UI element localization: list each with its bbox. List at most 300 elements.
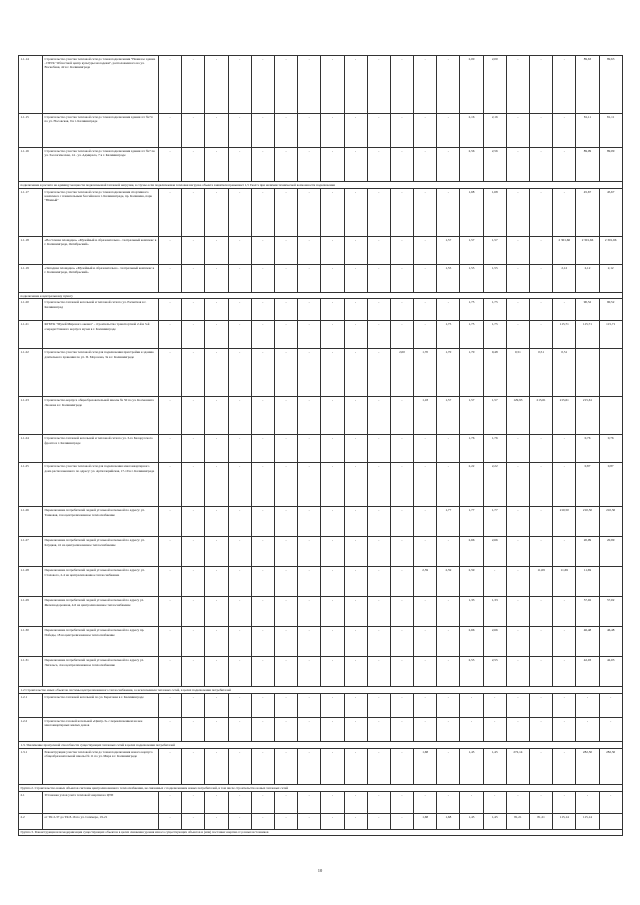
value-cell: -: [390, 567, 413, 597]
value-cell: -: [414, 188, 437, 236]
section-row: [19, 742, 623, 749]
value-cell: -: [251, 349, 274, 397]
value-cell: -: [530, 463, 553, 507]
value-cell: 0,48: [483, 349, 506, 397]
value-cell: -: [530, 507, 553, 537]
value-cell: 11,69: [576, 567, 599, 597]
value-cell: -: [344, 627, 367, 657]
row-number: 1.1.29: [19, 597, 43, 627]
value-cell: -: [390, 748, 413, 784]
row-number: 2.1: [19, 791, 43, 813]
value-cell: 1,57: [437, 236, 460, 264]
value-cell: -: [321, 236, 344, 264]
value-cell: 1,45: [483, 813, 506, 829]
value-cell: -: [530, 597, 553, 627]
value-cell: 1,57: [483, 236, 506, 264]
value-cell: 1,57: [483, 397, 506, 435]
row-number: 1.1.26: [19, 507, 43, 537]
value-cell: -: [159, 597, 182, 627]
row-number: 1.2.1: [19, 694, 43, 718]
value-cell: 2 301,66: [553, 236, 576, 264]
value-cell: -: [414, 299, 437, 321]
table-row: [19, 813, 623, 829]
value-cell: -: [205, 507, 228, 537]
value-cell: 1,18: [414, 397, 437, 435]
table-row: [19, 435, 623, 463]
value-cell: -: [159, 718, 182, 742]
value-cell: -: [576, 791, 599, 813]
value-cell: -: [298, 567, 321, 597]
object-name: Установка узлов учета тепловой энергии на ЦТП: [43, 791, 159, 813]
table-row: [19, 537, 623, 567]
value-cell: 2,56: [483, 148, 506, 182]
value-cell: -: [159, 349, 182, 397]
value-cell: -: [298, 537, 321, 567]
value-cell: -: [182, 463, 205, 507]
value-cell: -: [321, 148, 344, 182]
value-cell: 115,71: [553, 321, 576, 349]
value-cell: -: [506, 463, 529, 507]
value-cell: 1,75: [460, 299, 483, 321]
value-cell: -: [367, 397, 390, 435]
value-cell: -: [228, 435, 251, 463]
object-name: «Западная площадка» «Музейный и образовательно - театральный комплекс в г. Калининграде, Октябрьский»: [43, 264, 159, 292]
table-row: [19, 657, 623, 687]
value-cell: -: [298, 114, 321, 148]
value-cell: -: [553, 435, 576, 463]
row-number: 1.1.17: [19, 188, 43, 236]
value-cell: -: [553, 56, 576, 114]
value-cell: -: [344, 349, 367, 397]
table-row: [19, 114, 623, 148]
value-cell: -: [506, 718, 529, 742]
value-cell: 1,70: [414, 349, 437, 397]
value-cell: -: [321, 299, 344, 321]
value-cell: 1,33: [483, 597, 506, 627]
value-cell: -: [228, 236, 251, 264]
value-cell: -: [159, 56, 182, 114]
value-cell: -: [321, 507, 344, 537]
value-cell: -: [367, 813, 390, 829]
value-cell: -: [506, 597, 529, 627]
value-cell: 89,09: [576, 148, 599, 182]
value-cell: 11,69: [553, 567, 576, 597]
value-cell: 81,21: [506, 813, 529, 829]
value-cell: -: [228, 507, 251, 537]
value-cell: 129,93: [506, 397, 529, 435]
table-row: [19, 718, 623, 742]
value-cell: -: [460, 718, 483, 742]
value-cell: -: [344, 148, 367, 182]
value-cell: [599, 349, 622, 397]
value-cell: -: [321, 567, 344, 597]
value-cell: -: [530, 299, 553, 321]
value-cell: -: [344, 537, 367, 567]
value-cell: -: [274, 567, 297, 597]
section-heading: 1.2 Строительство иных объектов системы централизованного теплоснабжения, за исключением тепловых сетей, в целях подключения потребителей: [19, 687, 623, 694]
value-cell: 0,51: [506, 349, 529, 397]
value-cell: -: [182, 56, 205, 114]
value-cell: -: [390, 791, 413, 813]
value-cell: -: [437, 463, 460, 507]
value-cell: -: [159, 463, 182, 507]
value-cell: -: [298, 236, 321, 264]
value-cell: -: [344, 114, 367, 148]
value-cell: -: [483, 718, 506, 742]
value-cell: -: [390, 627, 413, 657]
object-name: от ТК 2-37 до ТК 8-16 по ул. Соммера, 19-21: [43, 813, 159, 829]
value-cell: -: [182, 597, 205, 627]
value-cell: 1,57: [437, 397, 460, 435]
value-cell: -: [205, 627, 228, 657]
object-name: ФГБУК "Музей Мирового океана" - строительство транспортной 2-й и 3-й очереди Главного корпуса музея в г. Калининграде: [43, 321, 159, 349]
value-cell: -: [205, 791, 228, 813]
value-cell: 2 301,66: [576, 236, 599, 264]
value-cell: -: [182, 114, 205, 148]
value-cell: 11,69: [530, 567, 553, 597]
value-cell: -: [344, 321, 367, 349]
section-heading: Группа 2. Строительство новых объектов системы централизованного теплоснабжения, не связанных с подключением новых потребителей, в том числе строительство новых тепловых сетей: [19, 784, 623, 791]
value-cell: 115,14: [576, 813, 599, 829]
row-number: 1.2.2: [19, 718, 43, 742]
row-number: 1.1.30: [19, 627, 43, 657]
value-cell: -: [506, 507, 529, 537]
value-cell: -: [321, 748, 344, 784]
value-cell: -: [251, 597, 274, 627]
value-cell: -: [228, 694, 251, 718]
value-cell: -: [159, 657, 182, 687]
value-cell: 1,75: [483, 321, 506, 349]
value-cell: 89,63: [599, 56, 622, 114]
value-cell: -: [553, 148, 576, 182]
value-cell: -: [530, 236, 553, 264]
table-row: [19, 264, 623, 292]
value-cell: 46,48: [599, 627, 622, 657]
value-cell: -: [367, 299, 390, 321]
value-cell: -: [553, 657, 576, 687]
value-cell: -: [530, 748, 553, 784]
value-cell: -: [390, 236, 413, 264]
value-cell: -: [298, 748, 321, 784]
value-cell: -: [390, 597, 413, 627]
object-name: Строительство тепловой котельной по ул. Береговая в г. Калининграде: [43, 694, 159, 718]
value-cell: -: [182, 718, 205, 742]
value-cell: -: [228, 791, 251, 813]
value-cell: -: [298, 507, 321, 537]
section-row: [19, 784, 623, 791]
value-cell: -: [506, 694, 529, 718]
value-cell: [576, 349, 599, 397]
value-cell: -: [298, 627, 321, 657]
value-cell: -: [530, 188, 553, 236]
value-cell: -: [553, 748, 576, 784]
value-cell: -: [228, 627, 251, 657]
value-cell: -: [553, 791, 576, 813]
value-cell: -: [344, 748, 367, 784]
value-cell: -: [506, 537, 529, 567]
value-cell: -: [321, 597, 344, 627]
value-cell: -: [182, 321, 205, 349]
value-cell: -: [298, 694, 321, 718]
value-cell: 2,59: [414, 567, 437, 597]
value-cell: 1,68: [414, 813, 437, 829]
value-cell: -: [367, 56, 390, 114]
value-cell: 20,99: [599, 537, 622, 567]
value-cell: -: [414, 791, 437, 813]
value-cell: 45,67: [576, 188, 599, 236]
object-name: Строительство тепловой котельной и тепловой сети по ул. 3-го Белорусского фронта в г. Калининграде: [43, 435, 159, 463]
value-cell: -: [228, 188, 251, 236]
value-cell: -: [274, 435, 297, 463]
value-cell: 2,22: [460, 463, 483, 507]
value-cell: -: [298, 657, 321, 687]
value-cell: -: [182, 813, 205, 829]
value-cell: -: [483, 567, 506, 597]
table-row: [19, 236, 623, 264]
value-cell: -: [251, 813, 274, 829]
value-cell: -: [321, 694, 344, 718]
value-cell: -: [506, 299, 529, 321]
value-cell: 89,63: [576, 56, 599, 114]
value-cell: -: [228, 463, 251, 507]
value-cell: -: [506, 657, 529, 687]
value-cell: -: [274, 694, 297, 718]
value-cell: 81,21: [530, 813, 553, 829]
object-name: Строительство участка тепловой сети до точки подключения здания л/с №7 по ул. Зоологическая, 14 - ул. Адмирала, 7 в г. Калининграде: [43, 148, 159, 182]
value-cell: -: [367, 114, 390, 148]
value-cell: -: [414, 435, 437, 463]
value-cell: 1,55: [437, 264, 460, 292]
table-row: [19, 748, 623, 784]
value-cell: -: [251, 264, 274, 292]
value-cell: 2,56: [460, 148, 483, 182]
value-cell: -: [205, 813, 228, 829]
value-cell: -: [437, 435, 460, 463]
value-cell: 20,99: [576, 537, 599, 567]
value-cell: -: [530, 56, 553, 114]
value-cell: -: [414, 507, 437, 537]
value-cell: 2,00: [390, 349, 413, 397]
value-cell: -: [274, 507, 297, 537]
value-cell: -: [367, 321, 390, 349]
value-cell: -: [506, 114, 529, 148]
value-cell: 215,61: [530, 397, 553, 435]
value-cell: -: [599, 694, 622, 718]
value-cell: -: [344, 264, 367, 292]
value-cell: -: [390, 114, 413, 148]
value-cell: -: [390, 537, 413, 567]
value-cell: -: [390, 507, 413, 537]
value-cell: -: [274, 597, 297, 627]
row-number: 1.1.21: [19, 321, 43, 349]
value-cell: -: [298, 718, 321, 742]
value-cell: -: [483, 694, 506, 718]
value-cell: -: [344, 813, 367, 829]
value-cell: -: [367, 627, 390, 657]
value-cell: -: [367, 597, 390, 627]
row-number: 1.1.16: [19, 148, 43, 182]
value-cell: -: [228, 321, 251, 349]
value-cell: 57,02: [599, 597, 622, 627]
value-cell: -: [205, 657, 228, 687]
value-cell: -: [228, 657, 251, 687]
value-cell: -: [390, 264, 413, 292]
value-cell: -: [251, 791, 274, 813]
value-cell: -: [205, 748, 228, 784]
value-cell: 2,12: [553, 264, 576, 292]
value-cell: -: [530, 537, 553, 567]
value-cell: -: [344, 435, 367, 463]
value-cell: 2,59: [437, 567, 460, 597]
object-name: Переключение потребителей чадной угольной котельной по адресу: ул. Танковая, 4 на централизованное теплоснабжение: [43, 507, 159, 537]
value-cell: -: [414, 148, 437, 182]
value-cell: 1,70: [437, 349, 460, 397]
value-cell: -: [367, 349, 390, 397]
value-cell: -: [367, 236, 390, 264]
value-cell: -: [414, 597, 437, 627]
value-cell: -: [506, 264, 529, 292]
value-cell: -: [182, 694, 205, 718]
value-cell: -: [251, 748, 274, 784]
value-cell: 0,51: [530, 349, 553, 397]
value-cell: -: [553, 463, 576, 507]
value-cell: -: [159, 264, 182, 292]
value-cell: -: [321, 188, 344, 236]
value-cell: -: [367, 188, 390, 236]
value-cell: -: [159, 507, 182, 537]
value-cell: 1,57: [460, 397, 483, 435]
value-cell: -: [274, 236, 297, 264]
value-cell: -: [251, 56, 274, 114]
value-cell: 81,11: [576, 114, 599, 148]
value-cell: -: [159, 236, 182, 264]
value-cell: -: [414, 657, 437, 687]
value-cell: -: [530, 657, 553, 687]
value-cell: -: [390, 148, 413, 182]
value-cell: -: [344, 567, 367, 597]
value-cell: -: [205, 463, 228, 507]
value-cell: -: [553, 694, 576, 718]
value-cell: -: [159, 397, 182, 435]
value-cell: 210,50: [599, 507, 622, 537]
value-cell: 272,14: [506, 748, 529, 784]
value-cell: -: [321, 321, 344, 349]
value-cell: 282,50: [599, 748, 622, 784]
section-row: [19, 292, 623, 299]
table-row: [19, 791, 623, 813]
value-cell: -: [205, 264, 228, 292]
value-cell: 1,45: [460, 813, 483, 829]
value-cell: -: [205, 567, 228, 597]
value-cell: -: [414, 264, 437, 292]
value-cell: -: [228, 537, 251, 567]
value-cell: -: [182, 567, 205, 597]
value-cell: -: [205, 236, 228, 264]
value-cell: -: [228, 718, 251, 742]
value-cell: -: [205, 299, 228, 321]
value-cell: -: [437, 299, 460, 321]
page-number: 10: [317, 868, 323, 873]
value-cell: 2,66: [460, 627, 483, 657]
value-cell: 42,03: [576, 657, 599, 687]
object-name: Строительство участка тепловой сети для подключения пристройки к зданию длительного хранения по ул. П. Морозова, 3а в г. Калининграде: [43, 349, 159, 397]
value-cell: -: [298, 299, 321, 321]
value-cell: 2,59: [460, 567, 483, 597]
value-cell: -: [205, 56, 228, 114]
value-cell: 115,14: [553, 813, 576, 829]
value-cell: -: [437, 748, 460, 784]
value-cell: -: [553, 299, 576, 321]
value-cell: -: [274, 148, 297, 182]
value-cell: -: [367, 657, 390, 687]
value-cell: -: [460, 791, 483, 813]
value-cell: -: [437, 791, 460, 813]
value-cell: 90,52: [599, 299, 622, 321]
value-cell: -: [274, 56, 297, 114]
value-cell: -: [390, 397, 413, 435]
value-cell: 1,77: [483, 507, 506, 537]
value-cell: -: [182, 435, 205, 463]
section-heading: подключение в расчете на единицу мощности подключаемой тепловой нагрузки, в случае если подключаемая тепловая нагрузка объекта заявителя превышает 1,5 Гкал/ч при наличии технической возможности подключения: [19, 182, 623, 189]
value-cell: 2,66: [483, 537, 506, 567]
value-cell: -: [506, 236, 529, 264]
value-cell: [599, 567, 622, 597]
value-cell: 2,55: [460, 657, 483, 687]
object-name: Переключение потребителей чадной угольной котельной по адресу ул. Энгельса, 4 на централизованное теплоснабжение: [43, 657, 159, 687]
value-cell: -: [228, 56, 251, 114]
value-cell: 1,76: [460, 435, 483, 463]
value-cell: 1,33: [460, 597, 483, 627]
table-row: [19, 148, 623, 182]
value-cell: -: [182, 791, 205, 813]
value-cell: -: [251, 718, 274, 742]
value-cell: -: [274, 657, 297, 687]
value-cell: -: [390, 321, 413, 349]
value-cell: [599, 397, 622, 435]
value-cell: 2,00: [460, 56, 483, 114]
value-cell: 2,12: [599, 264, 622, 292]
value-cell: -: [298, 321, 321, 349]
value-cell: -: [228, 264, 251, 292]
value-cell: 1,75: [483, 299, 506, 321]
value-cell: -: [298, 463, 321, 507]
value-cell: 57,02: [576, 597, 599, 627]
value-cell: -: [344, 299, 367, 321]
value-cell: -: [367, 567, 390, 597]
value-cell: 1,57: [460, 236, 483, 264]
value-cell: 1,75: [437, 321, 460, 349]
value-cell: -: [251, 463, 274, 507]
value-cell: -: [205, 148, 228, 182]
value-cell: -: [274, 264, 297, 292]
object-name: Строительство участка тепловой сети для подключения многоквартирного дома расположенного по адресу: ул. Артиллерийская, 17-19 в г. Калининграде: [43, 463, 159, 507]
object-name: Строительство газовой котельной «Центр-3» с переключением на нее многоквартирных жилых домов: [43, 718, 159, 742]
value-cell: 1,55: [483, 264, 506, 292]
value-cell: -: [530, 718, 553, 742]
value-cell: -: [530, 627, 553, 657]
value-cell: -: [414, 537, 437, 567]
value-cell: -: [251, 537, 274, 567]
table-row: [19, 597, 623, 627]
value-cell: -: [182, 397, 205, 435]
object-name: «Восточная площадка» «Музейный и образовательно - театральный комплекс в г. Калининграде, Октябрьский»: [43, 236, 159, 264]
value-cell: 1,77: [460, 507, 483, 537]
value-cell: -: [414, 236, 437, 264]
value-cell: -: [182, 627, 205, 657]
value-cell: -: [367, 694, 390, 718]
value-cell: -: [298, 813, 321, 829]
object-name: Реконструкция участка тепловой сети до точки подключения нового корпуса общеобразовательной школы № 11 по ул. Мира в г. Калининграде: [43, 748, 159, 784]
